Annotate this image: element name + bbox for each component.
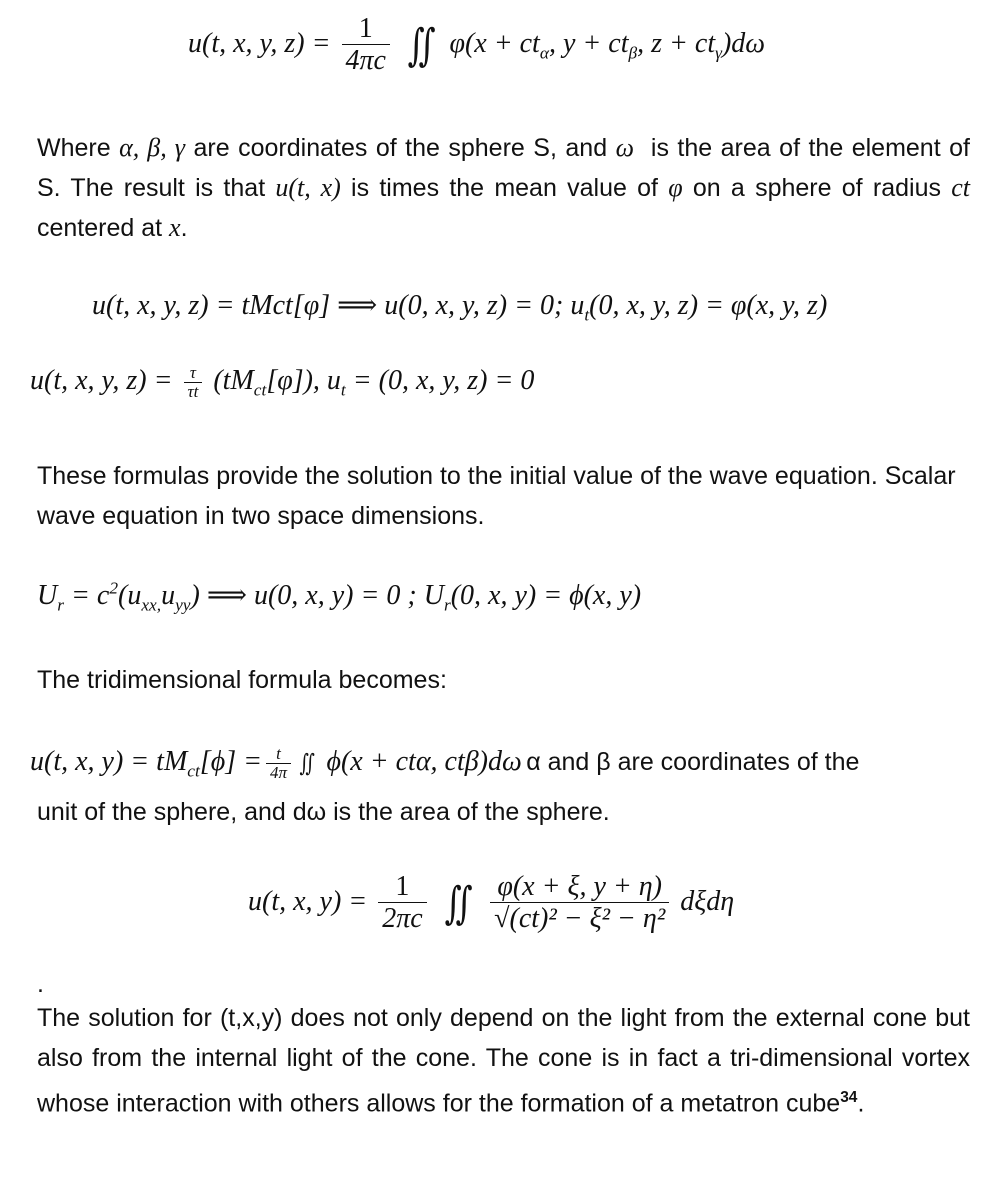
paragraph-5-text: The solution for (t,x,y) does not only depend on the light from the external cone but also from the internal light of the cone. The cone is in fact a tri-dimensional vortex whose interaction with others allows for the formation of a metatron cube <box>37 1004 970 1118</box>
paragraph-3-text: The tridimensional formula becomes: <box>37 666 447 694</box>
eq3-fraction: $\frac{\tau}{\tau t}$ <box>184 364 203 401</box>
paragraph-2-text: These formulas provide the solution to the initial value of the wave equation. Scalar wave equation in two space dimensions. <box>37 462 956 530</box>
paragraph-1-text: Where α, β, γ are coordinates of the sphere S, and ω is the area of the element of S. The result is that u(t, x) is times the mean value of φ on a sphere of radius ct centered at x. <box>37 133 970 242</box>
eq1-lhs: u(t, x, y, z) = <box>188 27 331 59</box>
eq1-numerator: 1 <box>342 14 390 45</box>
paragraph-2 <box>37 456 970 536</box>
paragraph-4-text: unit of the sphere, and dω is the area of the sphere. <box>37 798 610 826</box>
eq5-tail: α and β are coordinates of the <box>526 748 860 776</box>
stray-dot: . <box>37 970 44 998</box>
equation-4: $U_r = c^2(u_{xx,}u_{yy})$ ⟹ u(0, x, y) = 0 ; $U_r(0$, x, y) = ϕ(x, y) <box>37 578 642 615</box>
paragraph-3 <box>37 660 447 700</box>
equation-5-line: u(t, x, $y) = tM_{ct}[\phi]$ = $\frac{t}{4\pi}$ ∬ ϕ(x + ctα, ctβ)dω α and β are coordinates of the <box>30 744 860 783</box>
equation-6: u(t, x, y) = $\frac{1}{2\pi c}$ ∬ $\frac{\varphi(x + \xi, y + \eta)}{\text{√(ct)² − ξ² − η²}}$ dξdη <box>248 871 735 934</box>
equation-1 <box>188 14 765 77</box>
eq1-fraction <box>342 14 390 77</box>
equation-2: u(t, x, y, z) = tMct[φ] ⟹ u(0, x, y, z) = 0; $u_t(0$, x, y, z) = φ(x, y, z) <box>92 290 828 325</box>
paragraph-5: The solution for (t,x,y) does not only depend on the light from the external cone but also from the internal light of the cone. The cone is in fact a tri-dimensional vortex whose interaction with others allows for the formation of a metatron cube$^{34}$. <box>37 1004 970 1118</box>
paragraph-1 <box>37 128 970 248</box>
eq1-rhs: $\varphi(x + ct_\alpha$, $y + ct_\beta$, $z + ct_\gamma)d\omega$ <box>449 27 766 63</box>
double-integral-symbol: ∬ <box>407 21 436 70</box>
eq6-fraction-2: $\frac{\varphi(x + \xi, y + \eta)}{\text{√(ct)² − ξ² − η²}}$ <box>490 872 669 935</box>
equation-3: u(t, x, y, z) = $\frac{\tau}{\tau t}$ $(tM_{ct}[\varphi])$, $u_t = (0$, x, y, z) = 0 <box>30 363 535 401</box>
footnote-marker: 34 <box>840 1089 858 1106</box>
eq5-fraction: $\frac{t}{4\pi}$ <box>266 745 291 782</box>
eq6-fraction-1: $\frac{1}{2\pi c}$ <box>378 872 426 935</box>
paragraph-4 <box>37 792 610 832</box>
eq1-denominator: 4πc <box>345 45 386 76</box>
